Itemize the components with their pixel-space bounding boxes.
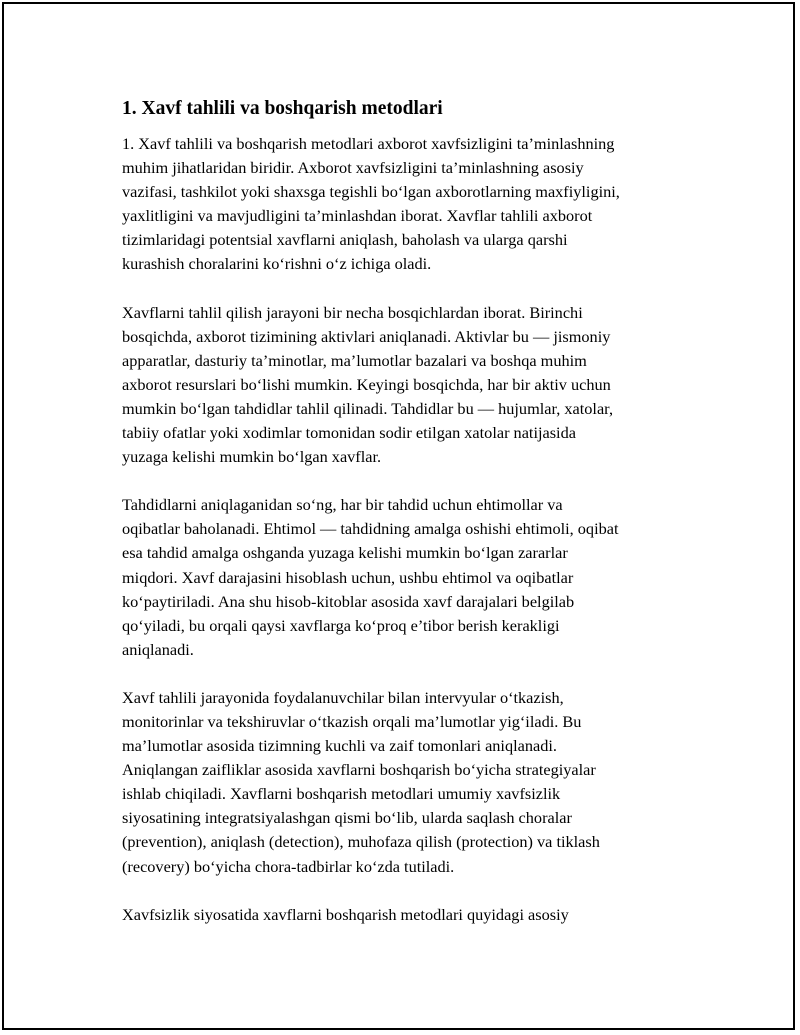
paragraph-3 [122, 493, 697, 662]
text-line: mumkin bo‘lgan tahdidlar tahlil qilinadi. Tahdidlar bu — hujumlar, xatolar, [122, 398, 614, 418]
text-line: ma’lumotlar asosida tizimning kuchli va zaif tomonlari aniqlanadi. [122, 736, 557, 756]
paragraph-2 [122, 301, 697, 470]
text-line: muhim jihatlaridan biridir. Axborot xavfsizligini ta’minlashning asosiy [122, 158, 584, 178]
text-line: ko‘paytiriladi. Ana shu hisob-kitoblar asosida xavf darajalari belgilab [122, 591, 575, 611]
text-line: Xavfsizlik siyosatida xavflarni boshqarish metodlari quyidagi asosiy [122, 904, 569, 924]
text-line: esa tahdid amalga oshganda yuzaga kelishi mumkin bo‘lgan zararlar [122, 543, 568, 563]
paragraph-1 [122, 132, 697, 277]
text-line: vazifasi, tashkilot yoki shaxsga tegishli bo‘lgan axborotlarning maxfiyligini, [122, 182, 620, 202]
text-line: yaxlitligini va mavjudligini ta’minlashdan iborat. Xavflar tahlili axborot [122, 206, 593, 226]
text-line: oqibatlar baholanadi. Ehtimol — tahdidning amalga oshishi ehtimoli, oqibat [122, 519, 619, 539]
text-line: Xavflarni tahlil qilish jarayoni bir necha bosqichlardan iborat. Birinchi [122, 302, 583, 322]
text-line: ishlab chiqiladi. Xavflarni boshqarish metodlari umumiy xavfsizlik [122, 784, 561, 804]
text-line: monitorinlar va tekshiruvlar o‘tkazish orqali ma’lumotlar yig‘iladi. Bu [122, 711, 582, 731]
text-line: axborot resurslari bo‘lishi mumkin. Keyingi bosqichda, har bir aktiv uchun [122, 374, 611, 394]
text-line: qo‘yiladi, bu orqali qaysi xavflarga ko‘proq e’tibor berish kerakligi [122, 615, 560, 635]
text-line: (prevention), aniqlash (detection), muhofaza qilish (protection) va tiklash [122, 832, 600, 852]
text-line: Tahdidlarni aniqlaganidan so‘ng, har bir tahdid uchun ehtimollar va [122, 495, 563, 515]
text-line: aniqlanadi. [122, 639, 194, 659]
text-line: apparatlar, dasturiy ta’minotlar, ma’lumotlar bazalari va boshqa muhim [122, 350, 587, 370]
paragraph-4 [122, 686, 697, 879]
text-line: (recovery) bo‘yicha chora-tadbirlar ko‘zda tutiladi. [122, 856, 455, 876]
text-line: 1. Xavf tahlili va boshqarish metodlari axborot xavfsizligini ta’minlashning [122, 134, 615, 153]
text-line: tizimlaridagi potentsial xavflarni aniqlash, baholash va ularga qarshi [122, 230, 568, 250]
text-line: Xavf tahlili jarayonida foydalanuvchilar bilan intervyular o‘tkazish, [122, 687, 564, 707]
paragraph-5 [122, 903, 697, 927]
document-title: 1. Xavf tahlili va boshqarish metodlari [122, 98, 443, 119]
text-line: yuzaga kelishi mumkin bo‘lgan xavflar. [122, 447, 382, 467]
page-frame [2, 2, 795, 1030]
text-line: Aniqlangan zaifliklar asosida xavflarni boshqarish bo‘yicha strategiyalar [122, 760, 596, 780]
text-line: miqdori. Xavf darajasini hisoblash uchun, ushbu ehtimol va oqibatlar [122, 567, 574, 587]
text-line: siyosatining integratsiyalashgan qismi bo‘lib, ularda saqlash choralar [122, 808, 572, 828]
text-line: kurashish choralarini ko‘rishni o‘z ichiga oladi. [122, 254, 432, 274]
document-body [122, 96, 697, 951]
text-line: bosqichda, axborot tizimining aktivlari aniqlanadi. Aktivlar bu — jismoniy [122, 326, 611, 346]
text-line: tabiiy ofatlar yoki xodimlar tomonidan sodir etilgan xatolar natijasida [122, 423, 576, 443]
